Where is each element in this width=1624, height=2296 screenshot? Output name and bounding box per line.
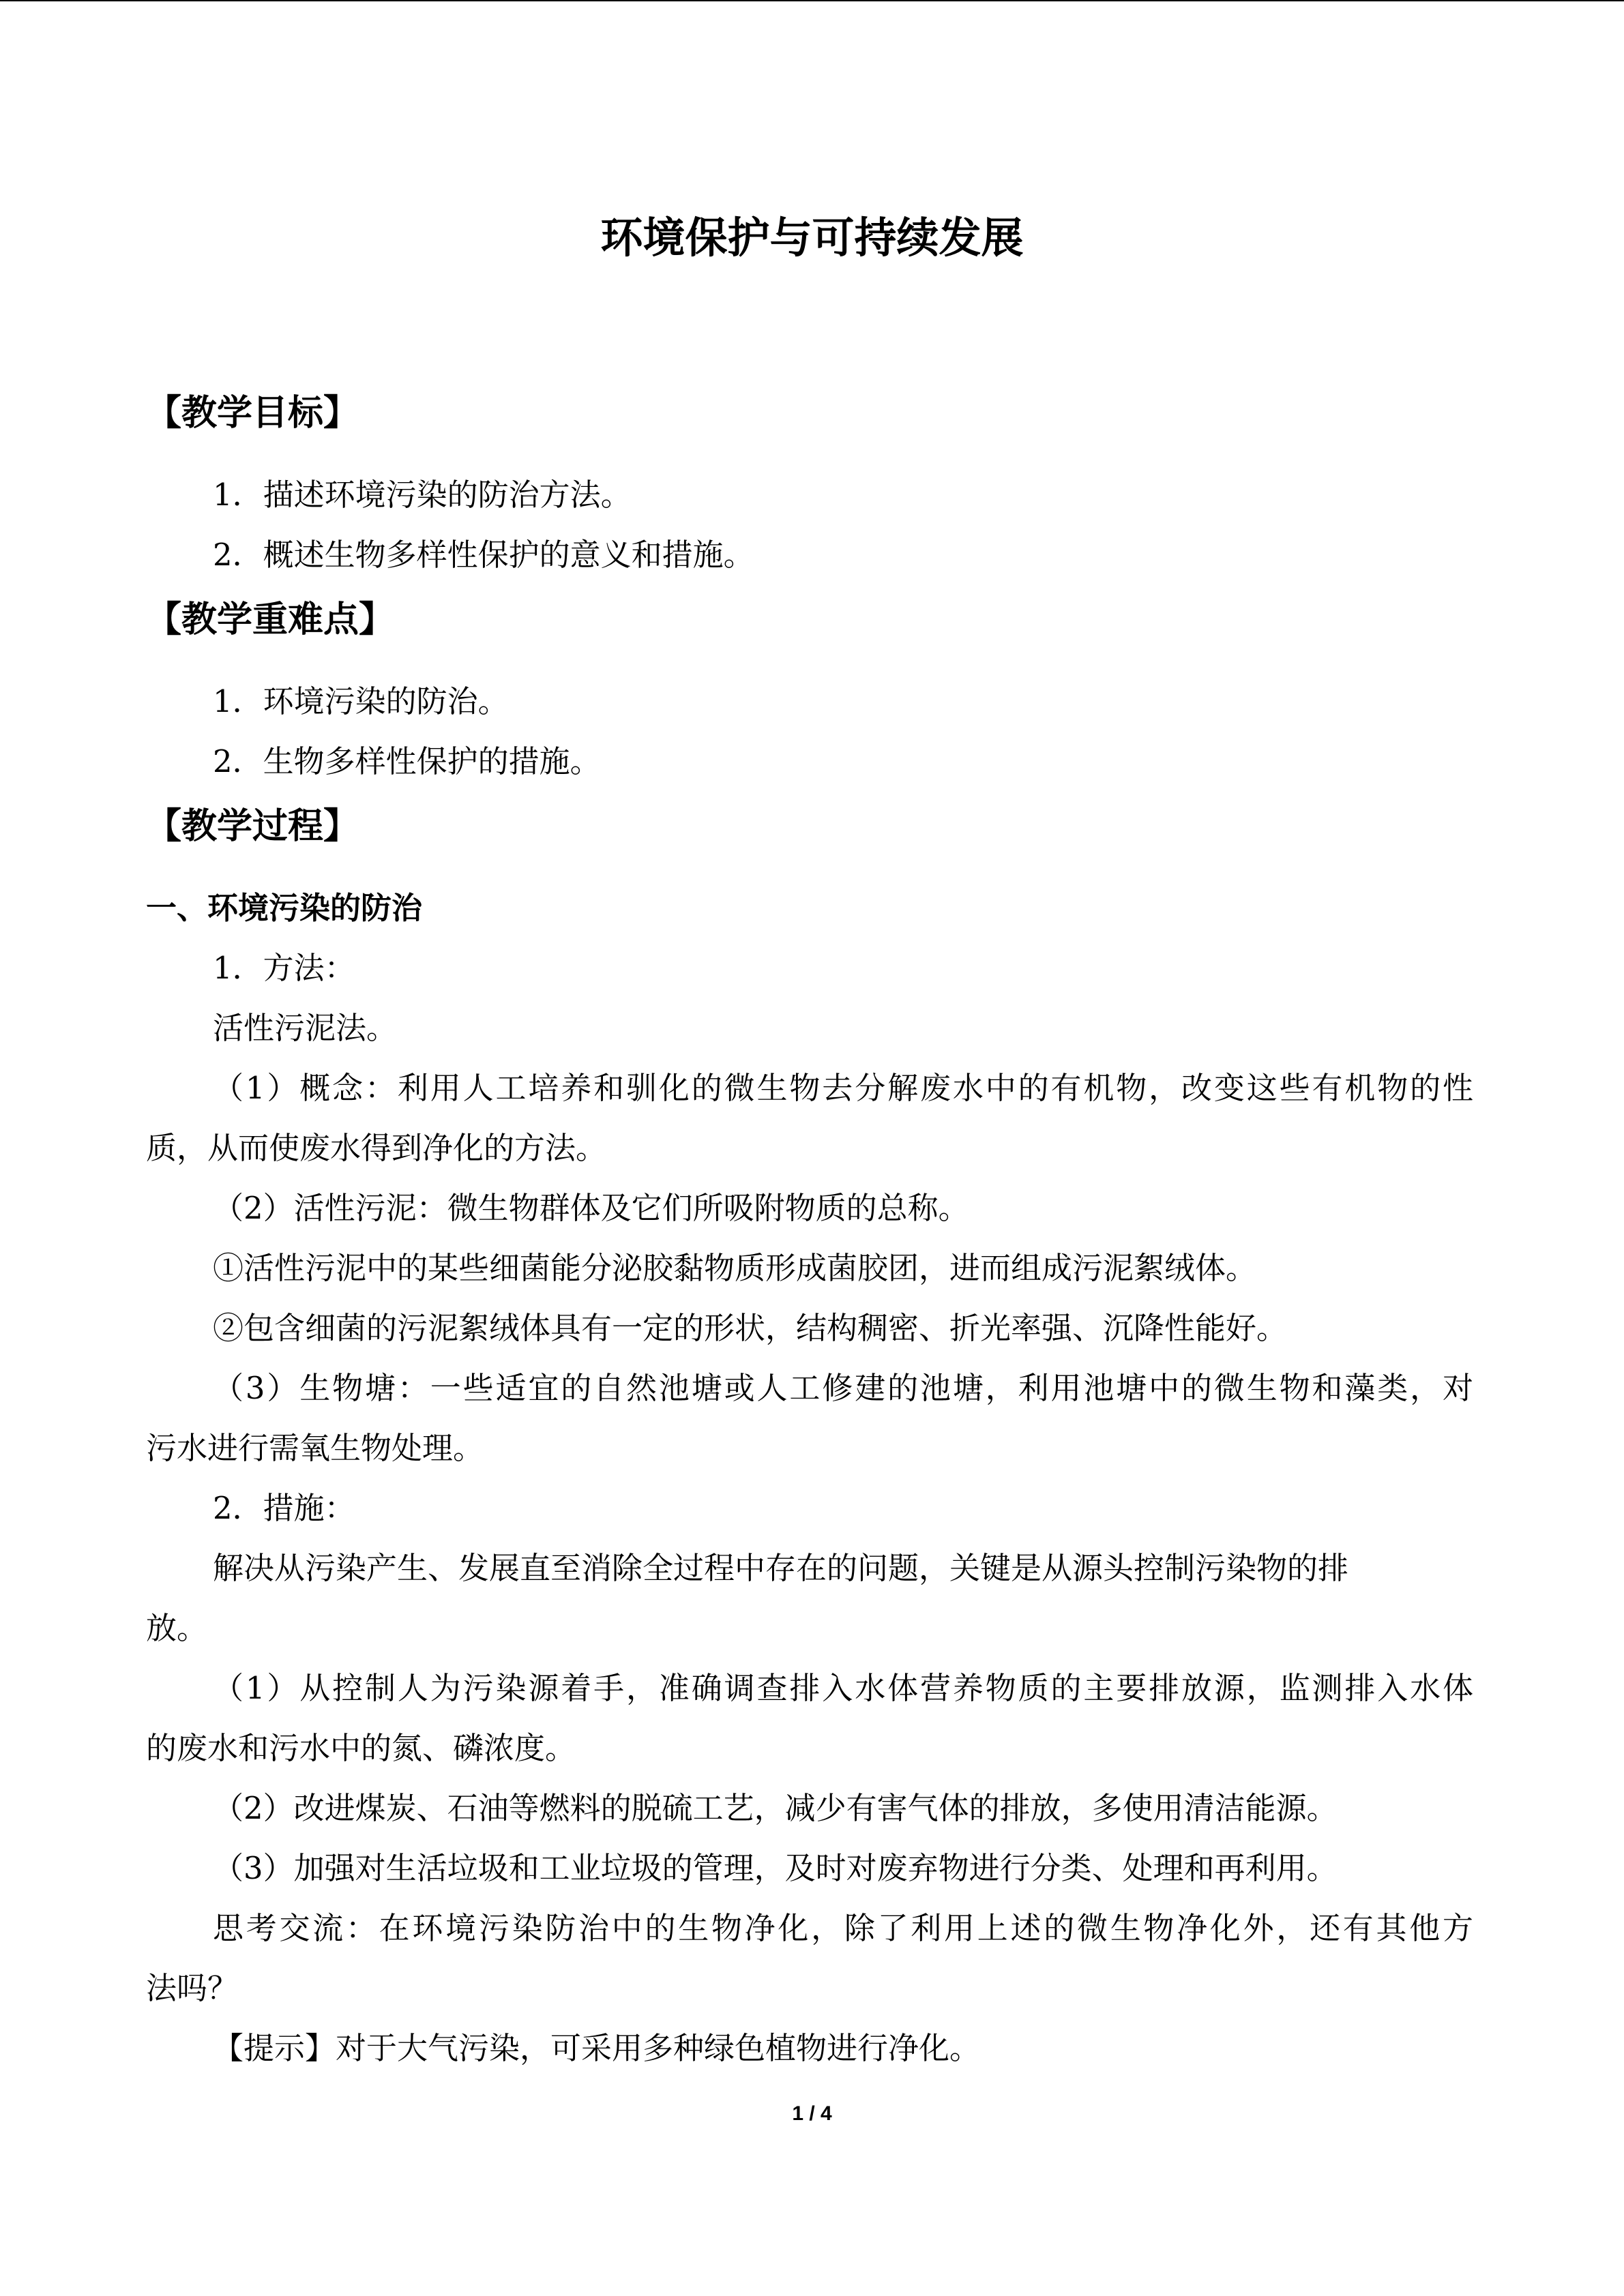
body-line: ①活性污泥中的某些细菌能分泌胶黏物质形成菌胶团，进而组成污泥絮绒体。 xyxy=(213,1250,1257,1286)
body-line: 活性污泥法。 xyxy=(213,1010,398,1046)
body-line: 法吗？ xyxy=(146,1970,239,2006)
key-points-heading: 【教学重难点】 xyxy=(146,599,395,640)
body-line: （1）概念：利用人工培养和驯化的微生物去分解废水中的有机物，改变这些有机物的性 xyxy=(213,1070,1473,1106)
page-title: 环境保护与可持续发展 xyxy=(600,213,1024,263)
process-subheading: 一、环境污染的防治 xyxy=(146,890,423,926)
body-line: ②包含细菌的污泥絮绒体具有一定的形状，结构稠密、折光率强、沉降性能好。 xyxy=(213,1310,1288,1346)
key-point-item-1: 1．环境污染的防治。 xyxy=(213,683,509,719)
body-line: 放。 xyxy=(146,1610,208,1646)
page-number: 1 / 4 xyxy=(792,2102,832,2125)
objective-item-2: 2．概述生物多样性保护的意义和措施。 xyxy=(213,537,754,573)
body-line: 质，从而使废水得到净化的方法。 xyxy=(146,1130,607,1166)
body-line: 的废水和污水中的氮、磷浓度。 xyxy=(146,1730,576,1766)
objective-item-1: 1．描述环境污染的防治方法。 xyxy=(213,477,632,513)
body-line: 1．方法： xyxy=(213,950,355,986)
body-line: 污水进行需氧生物处理。 xyxy=(146,1430,484,1466)
key-point-item-2: 2．生物多样性保护的措施。 xyxy=(213,743,601,779)
body-line: 解决从污染产生、发展直至消除全过程中存在的问题，关键是从源头控制污染物的排 xyxy=(213,1550,1349,1586)
body-line: 【提示】对于大气污染，可采用多种绿色植物进行净化。 xyxy=(213,2030,981,2066)
process-heading: 【教学过程】 xyxy=(146,806,359,847)
page-top-border xyxy=(0,0,1624,1)
body-line: （3）加强对生活垃圾和工业垃圾的管理，及时对废弃物进行分类、处理和再利用。 xyxy=(213,1850,1338,1886)
body-line: 2．措施： xyxy=(213,1490,355,1526)
body-line: （1）从控制人为污染源着手，准确调查排入水体营养物质的主要排放源，监测排入水体 xyxy=(213,1670,1473,1706)
body-line: 思考交流：在环境污染防治中的生物净化，除了利用上述的微生物净化外，还有其他方 xyxy=(213,1910,1473,1946)
objectives-heading: 【教学目标】 xyxy=(146,393,359,434)
body-line: （2）活性污泥：微生物群体及它们所吸附物质的总称。 xyxy=(213,1190,969,1226)
body-line: （3）生物塘：一些适宜的自然池塘或人工修建的池塘，利用池塘中的微生物和藻类，对 xyxy=(213,1370,1473,1406)
body-line: （2）改进煤炭、石油等燃料的脱硫工艺，减少有害气体的排放，多使用清洁能源。 xyxy=(213,1790,1338,1826)
